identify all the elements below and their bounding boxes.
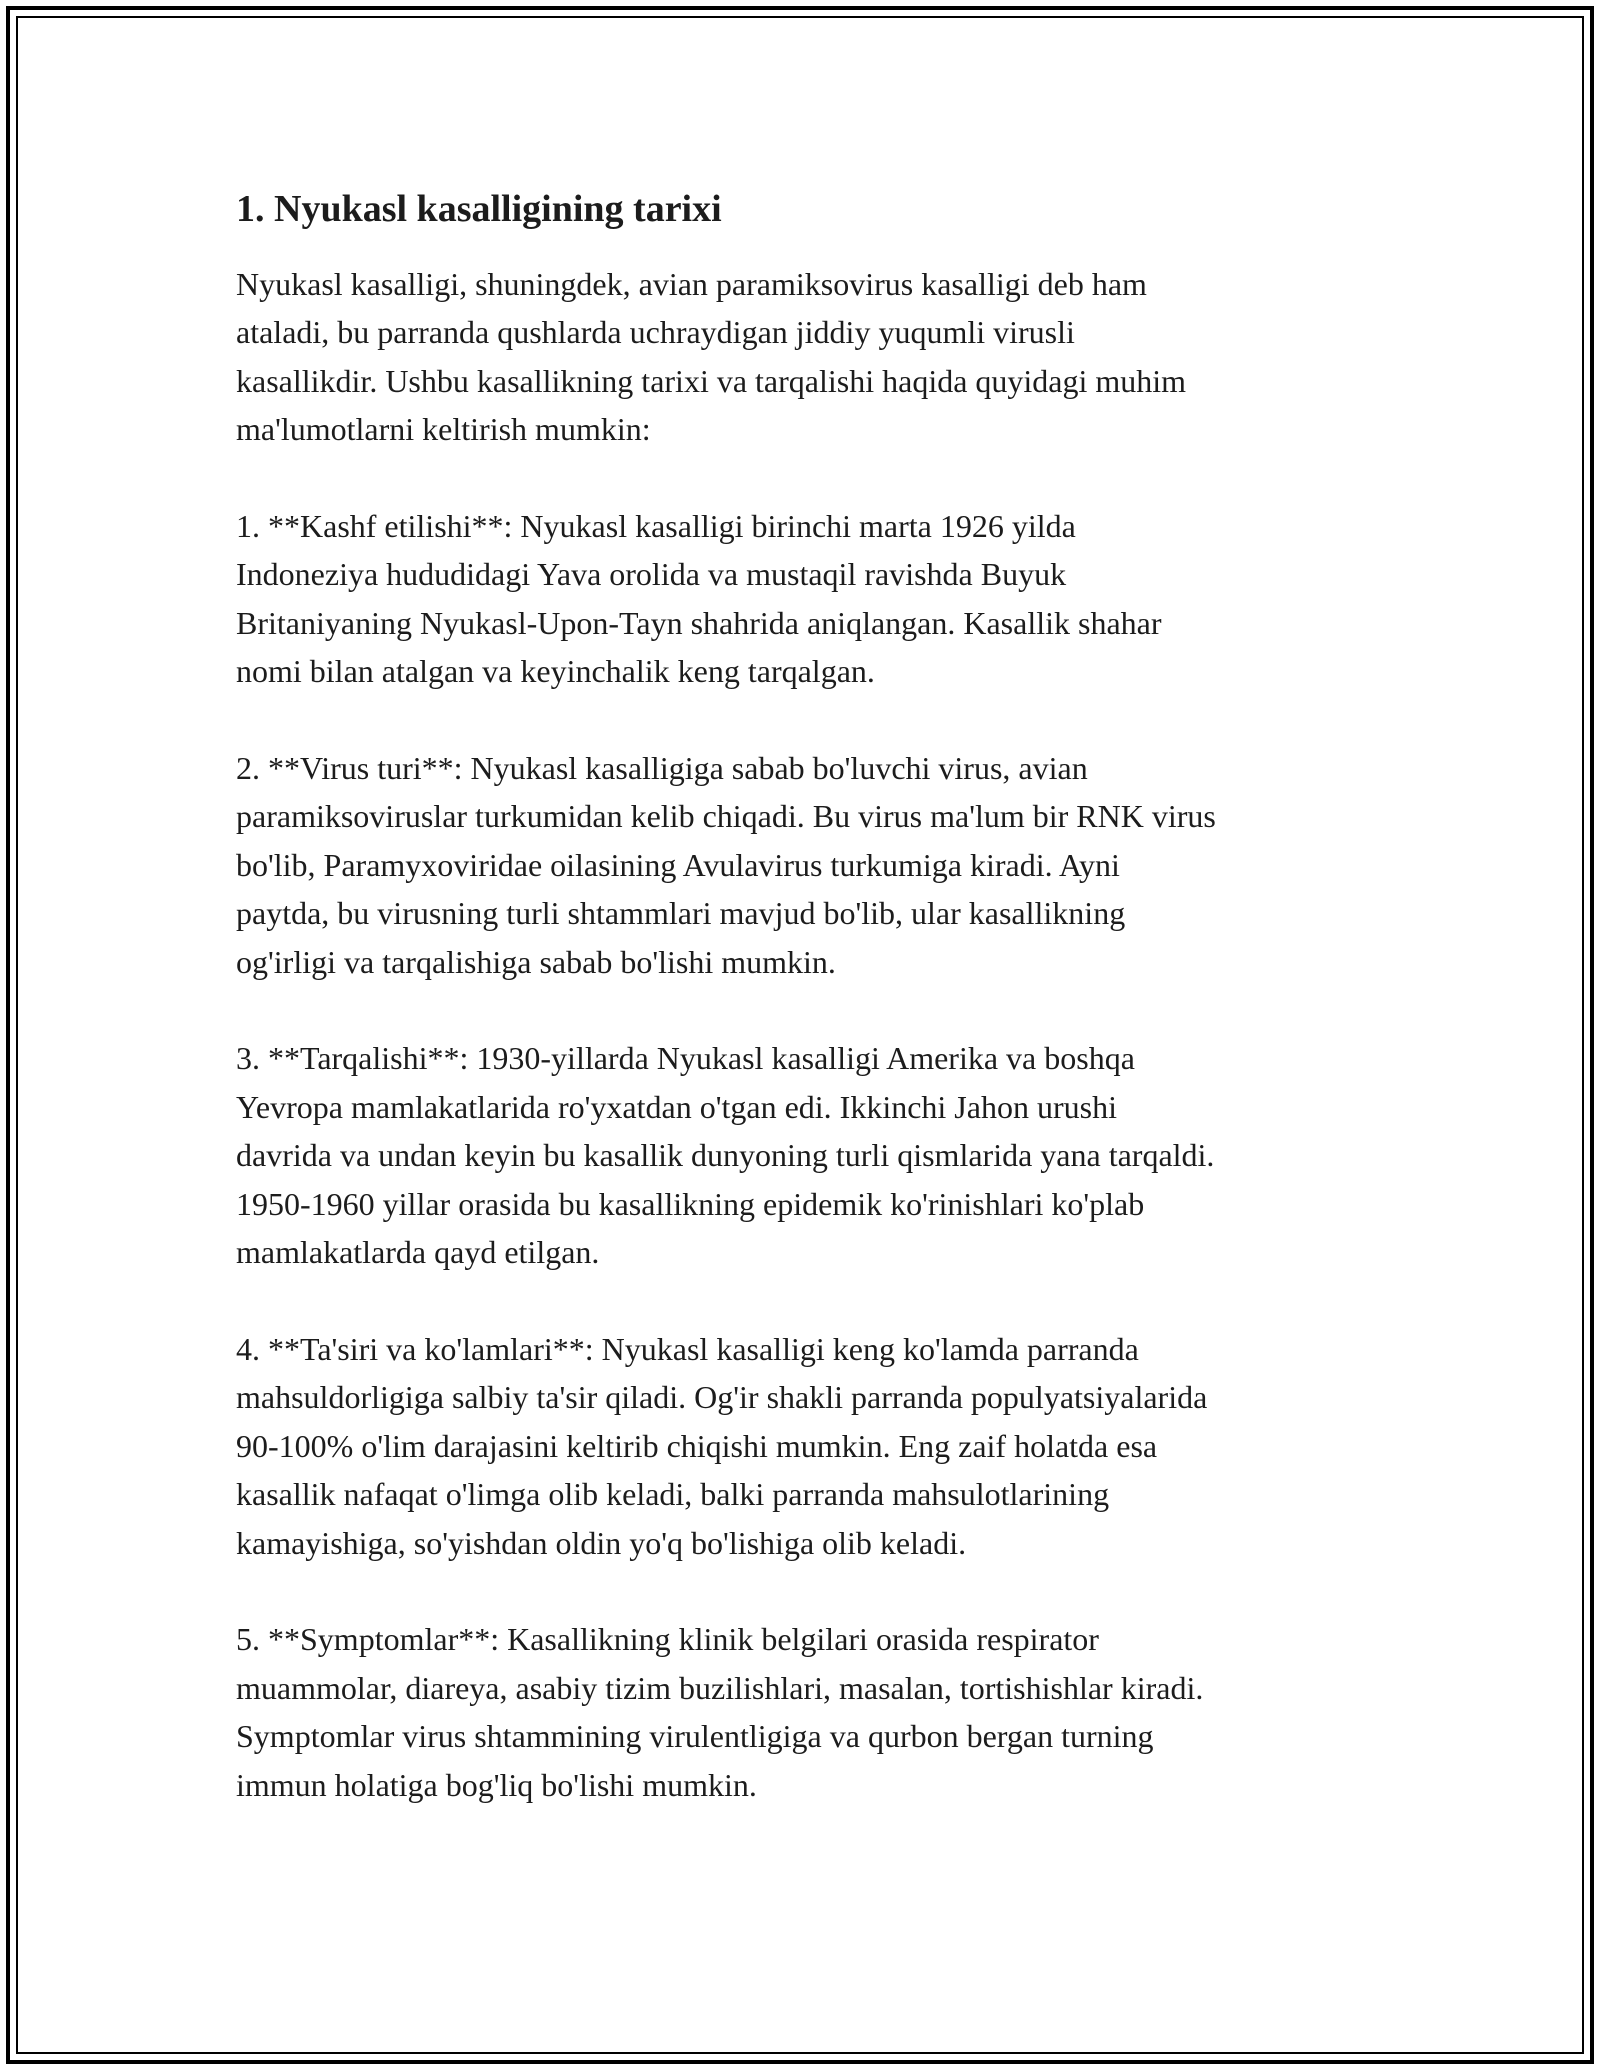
section-virus-type-paragraph	[236, 744, 1366, 986]
paragraph-line: 90-100% o'lim darajasini keltirib chiqishi mumkin. Eng zaif holatda esa	[236, 1427, 1158, 1464]
paragraph-line: mamlakatlarda qayd etilgan.	[236, 1234, 600, 1271]
section-spread-paragraph	[236, 1034, 1366, 1276]
paragraph-line: paramiksoviruslar turkumidan kelib chiqadi. Bu virus ma'lum bir RNK virus	[236, 798, 1216, 835]
section-impact-paragraph	[236, 1325, 1366, 1567]
paragraph-line: Yevropa mamlakatlarida ro'yxatdan o'tgan edi. Ikkinchi Jahon urushi	[236, 1088, 1117, 1125]
paragraph-line: muammolar, diareya, asabiy tizim buzilishlari, masalan, tortishishlar kiradi.	[236, 1669, 1204, 1706]
paragraph-line: kasallikdir. Ushbu kasallikning tarixi va tarqalishi haqida quyidagi muhim	[236, 362, 1187, 399]
section-discovery-paragraph	[236, 502, 1366, 696]
paragraph-line: nomi bilan atalgan va keyinchalik keng tarqalgan.	[236, 653, 875, 690]
paragraph-line: 3. **Tarqalishi**: 1930-yillarda Nyukasl kasalligi Amerika va boshqa	[236, 1040, 1135, 1077]
paragraph-line: Nyukasl kasalligi, shuningdek, avian paramiksovirus kasalligi deb ham	[236, 266, 1147, 302]
paragraph-line: kasallik nafaqat o'limga olib keladi, balki parranda mahsulotlarining	[236, 1476, 1110, 1513]
paragraph-line: 4. **Ta'siri va ko'lamlari**: Nyukasl kasalligi keng ko'lamda parranda	[236, 1330, 1139, 1367]
paragraph-line: og'irligi va tarqalishiga sabab bo'lishi mumkin.	[236, 943, 836, 980]
paragraph-line: mahsuldorligiga salbiy ta'sir qiladi. Og'ir shakli parranda populyatsiyalarida	[236, 1379, 1208, 1416]
paragraph-line: 2. **Virus turi**: Nyukasl kasalligiga sabab bo'luvchi virus, avian	[236, 750, 1088, 787]
paragraph-line: ataladi, bu parranda qushlarda uchraydigan jiddiy yuqumli virusli	[236, 314, 1075, 351]
paragraph-line: ma'lumotlarni keltirish mumkin:	[236, 411, 651, 448]
paragraph-line: 1. **Kashf etilishi**: Nyukasl kasalligi birinchi marta 1926 yilda	[236, 508, 1076, 545]
paragraph-line: davrida va undan keyin bu kasallik dunyoning turli qismlarida yana tarqaldi.	[236, 1137, 1215, 1174]
paragraph-line: Indoneziya hududidagi Yava orolida va mustaqil ravishda Buyuk	[236, 556, 1067, 593]
document-body	[236, 186, 1366, 1857]
paragraph-line: 5. **Symptomlar**: Kasallikning klinik belgilari orasida respirator	[236, 1621, 1099, 1658]
paragraph-line: bo'lib, Paramyxoviridae oilasining Avulavirus turkumiga kiradi. Ayni	[236, 846, 1120, 883]
intro-paragraph	[236, 260, 1366, 454]
paragraph-line: Britaniyaning Nyukasl-Upon-Tayn shahrida aniqlangan. Kasallik shahar	[236, 604, 1162, 641]
paragraph-line: Symptomlar virus shtammining virulentligiga va qurbon bergan turning	[236, 1718, 1154, 1755]
paragraph-line: paytda, bu virusning turli shtammlari mavjud bo'lib, ular kasallikning	[236, 895, 1126, 932]
paragraph-line: immun holatiga bog'liq bo'lishi mumkin.	[236, 1766, 757, 1803]
section-symptoms-paragraph	[236, 1615, 1366, 1809]
document-title: 1. Nyukasl kasalligining tarixi	[236, 188, 722, 230]
paragraph-line: kamayishiga, so'yishdan oldin yo'q bo'lishiga olib keladi.	[236, 1524, 967, 1561]
paragraph-line: 1950-1960 yillar orasida bu kasallikning epidemik ko'rinishlari ko'plab	[236, 1185, 1145, 1222]
